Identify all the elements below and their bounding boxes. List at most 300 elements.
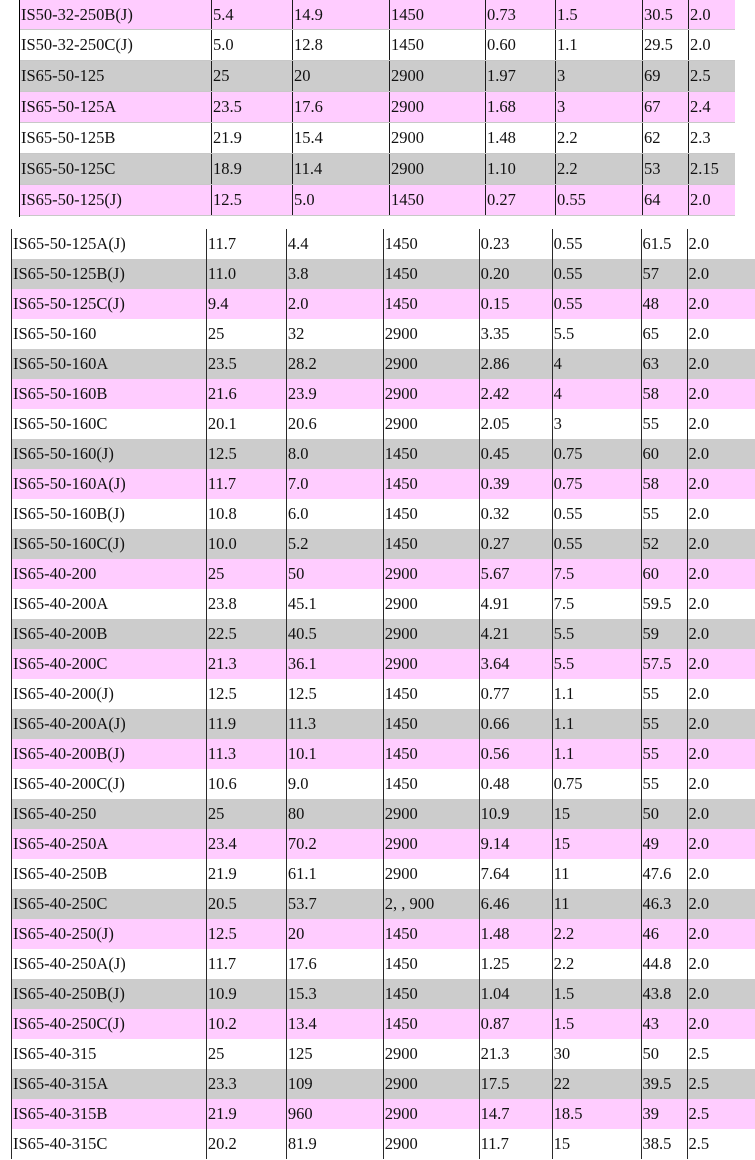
cell-motor-power: 2.2 — [556, 154, 643, 185]
table-row — [12, 859, 755, 889]
cell-efficiency: 48 — [641, 289, 687, 319]
cell-model: IS65-50-160 — [12, 319, 207, 349]
cell-flow: 11.0 — [206, 259, 286, 289]
cell-motor-power: 22 — [552, 1069, 641, 1099]
cell-shaft-power: 0.27 — [479, 529, 552, 559]
table-row — [20, 92, 735, 123]
cell-flow: 21.3 — [206, 649, 286, 679]
cell-flow: 10.0 — [206, 529, 286, 559]
cell-speed: 2900 — [383, 1129, 479, 1159]
pump-table-top-section — [19, 0, 735, 216]
table-row — [12, 1129, 755, 1159]
cell-head: 17.6 — [286, 949, 383, 979]
cell-shaft-power: 14.7 — [479, 1099, 552, 1129]
cell-flow: 11.7 — [206, 469, 286, 499]
cell-speed: 2900 — [383, 1069, 479, 1099]
cell-npsh: 2.0 — [687, 229, 755, 259]
cell-head: 3.8 — [286, 259, 383, 289]
table-row — [20, 0, 735, 30]
cell-shaft-power: 21.3 — [479, 1039, 552, 1069]
cell-flow: 21.6 — [206, 379, 286, 409]
cell-model: IS65-50-125B — [20, 123, 212, 154]
cell-flow: 11.3 — [206, 739, 286, 769]
cell-speed: 1450 — [383, 919, 479, 949]
cell-head: 80 — [286, 799, 383, 829]
cell-speed: 1450 — [383, 949, 479, 979]
cell-npsh: 2.0 — [687, 499, 755, 529]
cell-efficiency: 38.5 — [641, 1129, 687, 1159]
cell-motor-power: 0.55 — [552, 229, 641, 259]
cell-motor-power: 0.75 — [552, 469, 641, 499]
cell-model: IS65-40-200A(J) — [12, 709, 207, 739]
table-row — [12, 619, 755, 649]
table-row — [12, 469, 755, 499]
cell-speed: 1450 — [383, 229, 479, 259]
cell-head: 23.9 — [286, 379, 383, 409]
table-row — [12, 949, 755, 979]
cell-npsh: 2.0 — [689, 30, 735, 61]
cell-model: IS65-40-200 — [12, 559, 207, 589]
table-row — [12, 529, 755, 559]
table-row — [12, 589, 755, 619]
cell-model: IS65-50-125A — [20, 92, 212, 123]
table-row — [20, 154, 735, 185]
cell-shaft-power: 0.73 — [486, 0, 556, 30]
cell-flow: 23.3 — [206, 1069, 286, 1099]
cell-shaft-power: 1.04 — [479, 979, 552, 1009]
table-row — [12, 709, 755, 739]
cell-motor-power: 30 — [552, 1039, 641, 1069]
cell-speed: 1450 — [383, 979, 479, 1009]
cell-npsh: 2.0 — [687, 739, 755, 769]
cell-head: 125 — [286, 1039, 383, 1069]
cell-head: 6.0 — [286, 499, 383, 529]
cell-efficiency: 39.5 — [641, 1069, 687, 1099]
cell-flow: 10.8 — [206, 499, 286, 529]
cell-motor-power: 2.2 — [552, 949, 641, 979]
table-row — [12, 499, 755, 529]
cell-shaft-power: 0.87 — [479, 1009, 552, 1039]
cell-model: IS65-40-250A(J) — [12, 949, 207, 979]
cell-npsh: 2.0 — [689, 0, 735, 30]
cell-model: IS65-50-160C(J) — [12, 529, 207, 559]
cell-npsh: 2.0 — [689, 185, 735, 216]
cell-shaft-power: 10.9 — [479, 799, 552, 829]
cell-model: IS65-40-315B — [12, 1099, 207, 1129]
cell-npsh: 2.0 — [687, 1009, 755, 1039]
cell-shaft-power: 0.32 — [479, 499, 552, 529]
cell-efficiency: 50 — [641, 1039, 687, 1069]
cell-flow: 23.5 — [212, 92, 293, 123]
cell-efficiency: 69 — [643, 61, 689, 92]
cell-flow: 25 — [206, 319, 286, 349]
cell-head: 5.0 — [293, 185, 390, 216]
cell-shaft-power: 1.48 — [486, 123, 556, 154]
cell-model: IS65-40-200C — [12, 649, 207, 679]
cell-flow: 12.5 — [206, 439, 286, 469]
cell-motor-power: 7.5 — [552, 559, 641, 589]
cell-motor-power: 5.5 — [552, 319, 641, 349]
cell-speed: 1450 — [383, 679, 479, 709]
cell-speed: 1450 — [383, 1009, 479, 1039]
cell-shaft-power: 1.10 — [486, 154, 556, 185]
cell-flow: 21.9 — [206, 1099, 286, 1129]
cell-npsh: 2.0 — [687, 589, 755, 619]
cell-head: 10.1 — [286, 739, 383, 769]
cell-npsh: 2.0 — [687, 949, 755, 979]
cell-flow: 5.4 — [212, 0, 293, 30]
cell-efficiency: 50 — [641, 799, 687, 829]
cell-head: 12.5 — [286, 679, 383, 709]
cell-head: 8.0 — [286, 439, 383, 469]
cell-shaft-power: 0.48 — [479, 769, 552, 799]
cell-shaft-power: 1.68 — [486, 92, 556, 123]
cell-motor-power: 15 — [552, 799, 641, 829]
cell-model: IS65-50-125B(J) — [12, 259, 207, 289]
cell-flow: 10.9 — [206, 979, 286, 1009]
cell-speed: 2900 — [383, 829, 479, 859]
cell-speed: 2900 — [383, 589, 479, 619]
cell-shaft-power: 0.15 — [479, 289, 552, 319]
cell-shaft-power: 2.42 — [479, 379, 552, 409]
cell-speed: 2900 — [383, 319, 479, 349]
cell-speed: 1450 — [383, 439, 479, 469]
cell-motor-power: 3 — [556, 61, 643, 92]
cell-efficiency: 43.8 — [641, 979, 687, 1009]
table-row — [12, 1039, 755, 1069]
table-row — [12, 439, 755, 469]
cell-speed: 1450 — [390, 185, 486, 216]
cell-npsh: 2.15 — [689, 154, 735, 185]
cell-model: IS50-32-250B(J) — [20, 0, 212, 30]
cell-shaft-power: 0.66 — [479, 709, 552, 739]
cell-shaft-power: 2.05 — [479, 409, 552, 439]
cell-motor-power: 0.55 — [552, 499, 641, 529]
cell-head: 11.4 — [293, 154, 390, 185]
cell-shaft-power: 4.21 — [479, 619, 552, 649]
cell-flow: 20.5 — [206, 889, 286, 919]
cell-shaft-power: 17.5 — [479, 1069, 552, 1099]
cell-speed: 2900 — [390, 123, 486, 154]
cell-npsh: 2.0 — [687, 259, 755, 289]
cell-model: IS65-40-250B — [12, 859, 207, 889]
cell-flow: 25 — [212, 61, 293, 92]
cell-speed: 1450 — [390, 0, 486, 30]
table-row — [12, 379, 755, 409]
cell-model: IS65-50-160B — [12, 379, 207, 409]
table-row — [12, 229, 755, 259]
cell-head: 13.4 — [286, 1009, 383, 1039]
cell-flow: 11.9 — [206, 709, 286, 739]
cell-flow: 23.8 — [206, 589, 286, 619]
cell-model: IS65-40-250B(J) — [12, 979, 207, 1009]
cell-motor-power: 0.75 — [552, 769, 641, 799]
cell-flow: 12.5 — [206, 919, 286, 949]
pump-table-bottom-section — [11, 229, 755, 1159]
cell-model: IS65-50-160B(J) — [12, 499, 207, 529]
cell-efficiency: 46.3 — [641, 889, 687, 919]
cell-motor-power: 2.2 — [556, 123, 643, 154]
cell-npsh: 2.0 — [687, 649, 755, 679]
cell-model: IS65-50-125C — [20, 154, 212, 185]
cell-npsh: 2.5 — [687, 1099, 755, 1129]
cell-shaft-power: 0.60 — [486, 30, 556, 61]
table-row — [12, 1069, 755, 1099]
cell-speed: 1450 — [383, 259, 479, 289]
cell-motor-power: 2.2 — [552, 919, 641, 949]
cell-flow: 21.9 — [206, 859, 286, 889]
cell-model: IS65-40-200A — [12, 589, 207, 619]
cell-speed: 2900 — [383, 859, 479, 889]
cell-npsh: 2.0 — [687, 529, 755, 559]
cell-shaft-power: 0.39 — [479, 469, 552, 499]
table-row — [20, 185, 735, 216]
cell-model: IS65-50-125A(J) — [12, 229, 207, 259]
cell-head: 20 — [286, 919, 383, 949]
cell-shaft-power: 0.56 — [479, 739, 552, 769]
cell-model: IS65-40-200B — [12, 619, 207, 649]
cell-motor-power: 3 — [552, 409, 641, 439]
pump-spec-table-bottom — [11, 229, 755, 1159]
cell-model: IS65-40-200C(J) — [12, 769, 207, 799]
cell-flow: 12.5 — [212, 185, 293, 216]
cell-efficiency: 55 — [641, 709, 687, 739]
cell-flow: 25 — [206, 799, 286, 829]
cell-efficiency: 46 — [641, 919, 687, 949]
table-row — [12, 1099, 755, 1129]
cell-speed: 2900 — [390, 92, 486, 123]
cell-flow: 25 — [206, 559, 286, 589]
cell-efficiency: 30.5 — [643, 0, 689, 30]
table-row — [12, 679, 755, 709]
table-row — [20, 123, 735, 154]
cell-motor-power: 0.75 — [552, 439, 641, 469]
cell-speed: 2900 — [383, 649, 479, 679]
cell-npsh: 2.0 — [687, 919, 755, 949]
cell-npsh: 2.0 — [687, 349, 755, 379]
cell-model: IS65-40-250 — [12, 799, 207, 829]
cell-motor-power: 5.5 — [552, 619, 641, 649]
cell-npsh: 2.5 — [687, 1069, 755, 1099]
cell-npsh: 2.0 — [687, 799, 755, 829]
cell-head: 109 — [286, 1069, 383, 1099]
cell-motor-power: 1.5 — [552, 1009, 641, 1039]
cell-head: 14.9 — [293, 0, 390, 30]
cell-head: 32 — [286, 319, 383, 349]
cell-head: 5.2 — [286, 529, 383, 559]
cell-flow: 21.9 — [212, 123, 293, 154]
cell-head: 53.7 — [286, 889, 383, 919]
cell-motor-power: 0.55 — [552, 259, 641, 289]
cell-model: IS65-40-200B(J) — [12, 739, 207, 769]
cell-speed: 1450 — [383, 529, 479, 559]
cell-head: 45.1 — [286, 589, 383, 619]
cell-shaft-power: 0.45 — [479, 439, 552, 469]
cell-speed: 1450 — [383, 289, 479, 319]
cell-head: 81.9 — [286, 1129, 383, 1159]
cell-npsh: 2.0 — [687, 859, 755, 889]
cell-npsh: 2.0 — [687, 709, 755, 739]
cell-head: 12.8 — [293, 30, 390, 61]
cell-shaft-power: 11.7 — [479, 1129, 552, 1159]
cell-shaft-power: 9.14 — [479, 829, 552, 859]
table-row — [12, 1009, 755, 1039]
table-row — [12, 769, 755, 799]
cell-npsh: 2.0 — [687, 289, 755, 319]
cell-motor-power: 1.1 — [552, 709, 641, 739]
cell-model: IS65-50-125C(J) — [12, 289, 207, 319]
cell-model: IS50-32-250C(J) — [20, 30, 212, 61]
cell-efficiency: 53 — [643, 154, 689, 185]
cell-speed: 1450 — [383, 739, 479, 769]
cell-head: 20.6 — [286, 409, 383, 439]
table-row — [12, 259, 755, 289]
cell-shaft-power: 6.46 — [479, 889, 552, 919]
cell-shaft-power: 0.20 — [479, 259, 552, 289]
cell-npsh: 2.5 — [687, 1039, 755, 1069]
cell-efficiency: 55 — [641, 409, 687, 439]
cell-head: 11.3 — [286, 709, 383, 739]
cell-shaft-power: 5.67 — [479, 559, 552, 589]
cell-npsh: 2.4 — [689, 92, 735, 123]
cell-shaft-power: 7.64 — [479, 859, 552, 889]
cell-flow: 20.1 — [206, 409, 286, 439]
cell-efficiency: 63 — [641, 349, 687, 379]
cell-shaft-power: 1.25 — [479, 949, 552, 979]
cell-head: 4.4 — [286, 229, 383, 259]
cell-head: 40.5 — [286, 619, 383, 649]
cell-speed: 2900 — [383, 799, 479, 829]
cell-motor-power: 1.1 — [552, 739, 641, 769]
table-row — [12, 979, 755, 1009]
cell-npsh: 2.5 — [687, 1129, 755, 1159]
cell-efficiency: 57 — [641, 259, 687, 289]
cell-efficiency: 57.5 — [641, 649, 687, 679]
cell-efficiency: 55 — [641, 679, 687, 709]
cell-shaft-power: 3.35 — [479, 319, 552, 349]
cell-npsh: 2.0 — [687, 979, 755, 1009]
cell-flow: 22.5 — [206, 619, 286, 649]
cell-motor-power: 1.5 — [556, 0, 643, 30]
cell-motor-power: 0.55 — [552, 289, 641, 319]
cell-motor-power: 15 — [552, 829, 641, 859]
table-row — [12, 319, 755, 349]
cell-head: 61.1 — [286, 859, 383, 889]
cell-head: 28.2 — [286, 349, 383, 379]
cell-motor-power: 1.1 — [552, 679, 641, 709]
cell-npsh: 2.3 — [689, 123, 735, 154]
cell-speed: 2900 — [383, 379, 479, 409]
cell-efficiency: 62 — [643, 123, 689, 154]
cell-motor-power: 0.55 — [556, 185, 643, 216]
cell-npsh: 2.0 — [687, 829, 755, 859]
cell-head: 36.1 — [286, 649, 383, 679]
cell-shaft-power: 0.27 — [486, 185, 556, 216]
cell-flow: 11.7 — [206, 229, 286, 259]
cell-flow: 10.6 — [206, 769, 286, 799]
cell-npsh: 2.0 — [687, 559, 755, 589]
cell-speed: 1450 — [383, 469, 479, 499]
cell-efficiency: 47.6 — [641, 859, 687, 889]
cell-flow: 12.5 — [206, 679, 286, 709]
cell-npsh: 2.5 — [689, 61, 735, 92]
pump-spec-table-top — [19, 0, 735, 216]
cell-motor-power: 3 — [556, 92, 643, 123]
cell-model: IS65-50-160A(J) — [12, 469, 207, 499]
cell-speed: 2900 — [383, 409, 479, 439]
cell-efficiency: 29.5 — [643, 30, 689, 61]
cell-head: 70.2 — [286, 829, 383, 859]
table-row — [12, 799, 755, 829]
cell-motor-power: 1.1 — [556, 30, 643, 61]
cell-motor-power: 0.55 — [552, 529, 641, 559]
cell-efficiency: 52 — [641, 529, 687, 559]
cell-npsh: 2.0 — [687, 469, 755, 499]
cell-model: IS65-50-125(J) — [20, 185, 212, 216]
cell-efficiency: 60 — [641, 559, 687, 589]
cell-motor-power: 5.5 — [552, 649, 641, 679]
cell-model: IS65-40-200(J) — [12, 679, 207, 709]
cell-model: IS65-40-250C — [12, 889, 207, 919]
cell-head: 50 — [286, 559, 383, 589]
table-row — [12, 649, 755, 679]
cell-flow: 20.2 — [206, 1129, 286, 1159]
table-row — [12, 409, 755, 439]
cell-flow: 23.5 — [206, 349, 286, 379]
cell-motor-power: 4 — [552, 379, 641, 409]
cell-efficiency: 55 — [641, 499, 687, 529]
cell-model: IS65-50-125 — [20, 61, 212, 92]
cell-motor-power: 7.5 — [552, 589, 641, 619]
cell-shaft-power: 3.64 — [479, 649, 552, 679]
cell-speed: 2900 — [383, 559, 479, 589]
cell-head: 15.3 — [286, 979, 383, 1009]
cell-model: IS65-40-250C(J) — [12, 1009, 207, 1039]
cell-motor-power: 11 — [552, 889, 641, 919]
table-row — [12, 349, 755, 379]
cell-motor-power: 4 — [552, 349, 641, 379]
cell-model: IS65-50-160(J) — [12, 439, 207, 469]
cell-speed: 1450 — [383, 769, 479, 799]
cell-efficiency: 55 — [641, 769, 687, 799]
cell-model: IS65-40-315A — [12, 1069, 207, 1099]
cell-speed: 2900 — [383, 1099, 479, 1129]
cell-motor-power: 15 — [552, 1129, 641, 1159]
cell-shaft-power: 2.86 — [479, 349, 552, 379]
cell-model: IS65-50-160A — [12, 349, 207, 379]
cell-efficiency: 58 — [641, 379, 687, 409]
cell-shaft-power: 1.48 — [479, 919, 552, 949]
cell-speed: 2900 — [390, 154, 486, 185]
cell-shaft-power: 4.91 — [479, 589, 552, 619]
cell-efficiency: 64 — [643, 185, 689, 216]
table-row — [12, 919, 755, 949]
table-row — [12, 289, 755, 319]
cell-speed: 2, , 900 — [383, 889, 479, 919]
cell-speed: 2900 — [383, 349, 479, 379]
cell-head: 20 — [293, 61, 390, 92]
cell-efficiency: 39 — [641, 1099, 687, 1129]
cell-npsh: 2.0 — [687, 679, 755, 709]
cell-flow: 10.2 — [206, 1009, 286, 1039]
cell-efficiency: 67 — [643, 92, 689, 123]
cell-flow: 9.4 — [206, 289, 286, 319]
cell-head: 15.4 — [293, 123, 390, 154]
cell-speed: 2900 — [390, 61, 486, 92]
cell-model: IS65-40-315 — [12, 1039, 207, 1069]
cell-speed: 2900 — [383, 619, 479, 649]
cell-model: IS65-40-250(J) — [12, 919, 207, 949]
